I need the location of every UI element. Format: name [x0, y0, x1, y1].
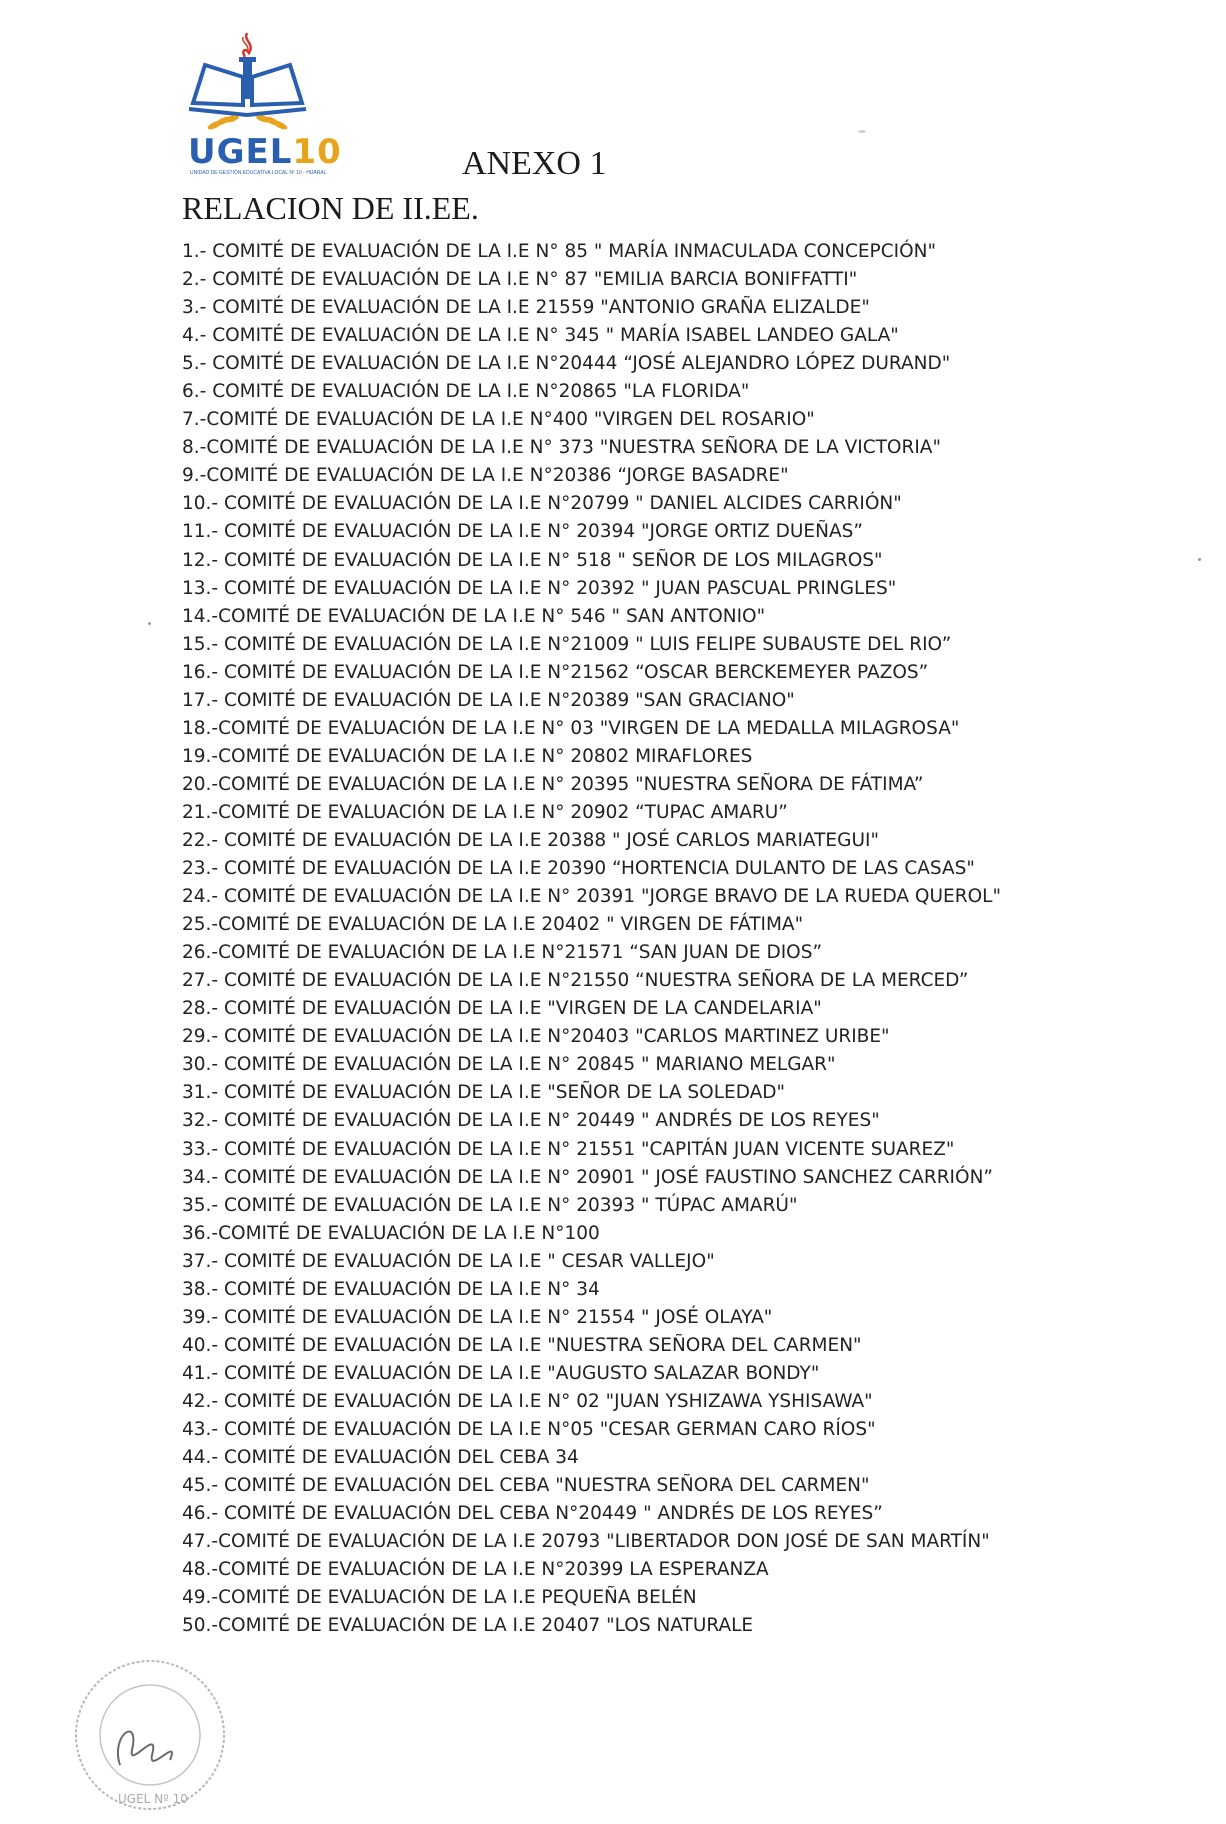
list-item: 41.- COMITÉ DE EVALUACIÓN DE LA I.E "AUGUSTO SALAZAR BONDY" — [182, 1362, 820, 1384]
official-seal-icon — [70, 1655, 230, 1815]
list-item: 42.- COMITÉ DE EVALUACIÓN DE LA I.E N° 02 "JUAN YSHIZAWA YSHISAWA" — [182, 1390, 873, 1412]
list-item: 14.-COMITÉ DE EVALUACIÓN DE LA I.E N° 546 " SAN ANTONIO" — [182, 605, 766, 627]
logo-text: UGEL10 — [188, 132, 342, 172]
list-item: 47.-COMITÉ DE EVALUACIÓN DE LA I.E 20793 "LIBERTADOR DON JOSÉ DE SAN MARTÍN" — [182, 1531, 990, 1553]
list-item: 6.- COMITÉ DE EVALUACIÓN DE LA I.E N°20865 "LA FLORIDA" — [182, 381, 750, 403]
logo-subtitle: UNIDAD DE GESTIÓN EDUCATIVA LOCAL Nº 10 - HUARAL — [190, 170, 327, 176]
speck — [148, 622, 151, 625]
list-item: 10.- COMITÉ DE EVALUACIÓN DE LA I.E N°20799 " DANIEL ALCIDES CARRIÓN" — [182, 493, 902, 515]
list-item: 8.-COMITÉ DE EVALUACIÓN DE LA I.E N° 373 "NUESTRA SEÑORA DE LA VICTORIA" — [182, 437, 941, 459]
list-item: 50.-COMITÉ DE EVALUACIÓN DE LA I.E 20407 "LOS NATURALE — [182, 1615, 754, 1637]
list-item: 49.-COMITÉ DE EVALUACIÓN DE LA I.E PEQUEÑA BELÉN — [182, 1587, 697, 1609]
list-item: 39.- COMITÉ DE EVALUACIÓN DE LA I.E N° 21554 " JOSÉ OLAYA" — [182, 1306, 773, 1328]
list-item: 31.- COMITÉ DE EVALUACIÓN DE LA I.E "SEÑOR DE LA SOLEDAD" — [182, 1082, 786, 1104]
list-item: 20.-COMITÉ DE EVALUACIÓN DE LA I.E N° 20395 "NUESTRA SEÑORA DE FÁTIMA” — [182, 773, 924, 795]
list-item: 9.-COMITÉ DE EVALUACIÓN DE LA I.E N°20386 “JORGE BASADRE" — [182, 465, 789, 487]
speck — [1198, 558, 1201, 561]
list-item: 7.-COMITÉ DE EVALUACIÓN DE LA I.E N°400 "VIRGEN DEL ROSARIO" — [182, 409, 815, 431]
list-item: 2.- COMITÉ DE EVALUACIÓN DE LA I.E N° 87 "EMILIA BARCIA BONIFFATTI" — [182, 269, 858, 291]
list-item: 25.-COMITÉ DE EVALUACIÓN DE LA I.E 20402 " VIRGEN DE FÁTIMA" — [182, 914, 804, 936]
list-item: 26.-COMITÉ DE EVALUACIÓN DE LA I.E N°21571 “SAN JUAN DE DIOS” — [182, 942, 823, 964]
institution-list — [182, 238, 1192, 1640]
list-item: 34.- COMITÉ DE EVALUACIÓN DE LA I.E N° 20901 " JOSÉ FAUSTINO SANCHEZ CARRIÓN” — [182, 1166, 993, 1188]
list-item: 30.- COMITÉ DE EVALUACIÓN DE LA I.E N° 20845 " MARIANO MELGAR" — [182, 1054, 836, 1076]
list-item: 24.- COMITÉ DE EVALUACIÓN DE LA I.E N° 20391 "JORGE BRAVO DE LA RUEDA QUEROL" — [182, 886, 1001, 908]
list-item: 15.- COMITÉ DE EVALUACIÓN DE LA I.E N°21009 " LUIS FELIPE SUBAUSTE DEL RIO” — [182, 633, 952, 655]
list-item: 36.-COMITÉ DE EVALUACIÓN DE LA I.E N°100 — [182, 1222, 600, 1244]
list-item: 38.- COMITÉ DE EVALUACIÓN DE LA I.E N° 34 — [182, 1278, 600, 1300]
list-item: 22.- COMITÉ DE EVALUACIÓN DE LA I.E 20388 " JOSÉ CARLOS MARIATEGUI" — [182, 829, 879, 851]
list-item: 37.- COMITÉ DE EVALUACIÓN DE LA I.E " CESAR VALLEJO" — [182, 1250, 715, 1272]
list-item: 5.- COMITÉ DE EVALUACIÓN DE LA I.E N°20444 “JOSÉ ALEJANDRO LÓPEZ DURAND" — [182, 353, 951, 375]
list-item: 28.- COMITÉ DE EVALUACIÓN DE LA I.E "VIRGEN DE LA CANDELARIA" — [182, 998, 822, 1020]
list-item: 44.- COMITÉ DE EVALUACIÓN DEL CEBA 34 — [182, 1447, 579, 1469]
list-item: 3.- COMITÉ DE EVALUACIÓN DE LA I.E 21559 "ANTONIO GRAÑA ELIZALDE" — [182, 297, 870, 319]
list-item: 29.- COMITÉ DE EVALUACIÓN DE LA I.E N°20403 "CARLOS MARTINEZ URIBE" — [182, 1026, 890, 1048]
page-subtitle: RELACION DE II.EE. — [182, 190, 479, 226]
list-item: 1.- COMITÉ DE EVALUACIÓN DE LA I.E N° 85 " MARÍA INMACULADA CONCEPCIÓN" — [182, 241, 937, 262]
list-item: 12.- COMITÉ DE EVALUACIÓN DE LA I.E N° 518 " SEÑOR DE LOS MILAGROS" — [182, 549, 883, 571]
list-item: 43.- COMITÉ DE EVALUACIÓN DE LA I.E N°05 "CESAR GERMAN CARO RÍOS" — [182, 1418, 876, 1440]
list-item: 23.- COMITÉ DE EVALUACIÓN DE LA I.E 20390 “HORTENCIA DULANTO DE LAS CASAS" — [182, 858, 975, 880]
speck — [858, 130, 866, 133]
list-item: 11.- COMITÉ DE EVALUACIÓN DE LA I.E N° 20394 "JORGE ORTIZ DUEÑAS” — [182, 521, 863, 543]
list-item: 40.- COMITÉ DE EVALUACIÓN DE LA I.E "NUESTRA SEÑORA DEL CARMEN" — [182, 1334, 862, 1356]
list-item: 13.- COMITÉ DE EVALUACIÓN DE LA I.E N° 20392 " JUAN PASCUAL PRINGLES" — [182, 577, 897, 599]
list-item: 27.- COMITÉ DE EVALUACIÓN DE LA I.E N°21550 “NUESTRA SEÑORA DE LA MERCED” — [182, 970, 969, 992]
list-item: 32.- COMITÉ DE EVALUACIÓN DE LA I.E N° 20449 " ANDRÉS DE LOS REYES" — [182, 1110, 880, 1132]
list-item: 33.- COMITÉ DE EVALUACIÓN DE LA I.E N° 21551 "CAPITÁN JUAN VICENTE SUAREZ" — [182, 1138, 955, 1160]
list-item: 17.- COMITÉ DE EVALUACIÓN DE LA I.E N°20389 "SAN GRACIANO" — [182, 689, 795, 711]
list-item: 4.- COMITÉ DE EVALUACIÓN DE LA I.E N° 345 " MARÍA ISABEL LANDEO GALA" — [182, 325, 899, 347]
list-item: 46.- COMITÉ DE EVALUACIÓN DEL CEBA N°20449 " ANDRÉS DE LOS REYES” — [182, 1503, 883, 1525]
list-item: 16.- COMITÉ DE EVALUACIÓN DE LA I.E N°21562 “OSCAR BERCKEMEYER PAZOS” — [182, 661, 929, 683]
list-item: 48.-COMITÉ DE EVALUACIÓN DE LA I.E N°20399 LA ESPERANZA — [182, 1559, 769, 1581]
list-item: 18.-COMITÉ DE EVALUACIÓN DE LA I.E N° 03 "VIRGEN DE LA MEDALLA MILAGROSA" — [182, 717, 960, 739]
seal-text: UGEL Nº 10 — [118, 1792, 188, 1806]
list-item: 35.- COMITÉ DE EVALUACIÓN DE LA I.E N° 20393 " TÚPAC AMARÚ" — [182, 1194, 798, 1216]
page-title: ANEXO 1 — [462, 145, 607, 182]
list-item: 21.-COMITÉ DE EVALUACIÓN DE LA I.E N° 20902 “TUPAC AMARU” — [182, 801, 788, 823]
list-item: 19.-COMITÉ DE EVALUACIÓN DE LA I.E N° 20802 MIRAFLORES — [182, 745, 753, 767]
list-item: 45.- COMITÉ DE EVALUACIÓN DEL CEBA "NUESTRA SEÑORA DEL CARMEN" — [182, 1475, 870, 1497]
